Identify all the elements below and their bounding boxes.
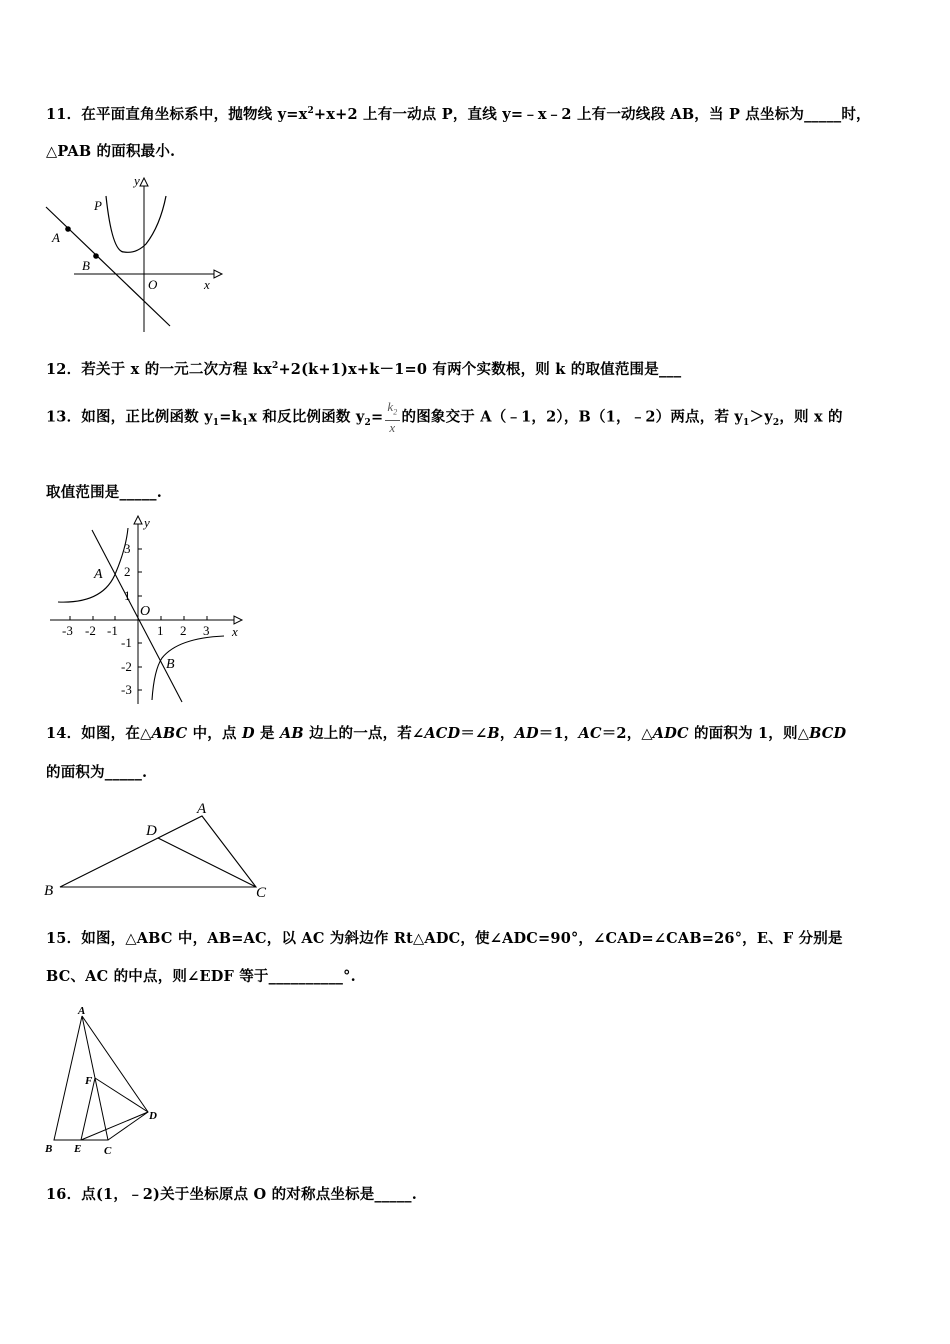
- x-tick-label: 2: [180, 623, 187, 638]
- q11-line2: △PAB 的面积最小.: [46, 143, 176, 160]
- parabola: [106, 196, 166, 252]
- label-o: O: [148, 277, 158, 292]
- y-axis-arrow: [134, 516, 142, 524]
- label-b: B: [166, 657, 175, 672]
- figure-13: [44, 512, 244, 708]
- triangle-abc: [60, 816, 256, 887]
- q13-line2: 取值范围是_____.: [46, 484, 162, 501]
- y-tick-label: -3: [121, 682, 132, 697]
- label-e: E: [74, 1143, 82, 1155]
- figure-15: [42, 1002, 172, 1162]
- q14-line2: 的面积为_____.: [46, 764, 148, 781]
- label-a: A: [78, 1005, 86, 1017]
- line-y1: [92, 530, 182, 702]
- x-tick-label: 1: [157, 623, 164, 638]
- label-a: A: [197, 801, 207, 817]
- label-b: B: [82, 258, 90, 273]
- label-d: D: [149, 1110, 157, 1122]
- label-x: x: [232, 624, 238, 639]
- label-o: O: [140, 604, 151, 619]
- q13-line1: 13．如图，正比例函数 $y_1=k_1x$ 和反比例函数 $y_2=$ $\frac{k_2}{x}$ 的图象交于 A（﹣1，2），B（1，﹣2）两点，若 $y_1>y_2$，则 x 的: [46, 399, 843, 435]
- q16-line1: 16．点(1，﹣2)关于坐标原点 O 的对称点坐标是_____.: [46, 1186, 418, 1203]
- segment-dc: [158, 838, 256, 887]
- y-tick-label: 3: [124, 541, 131, 556]
- label-p: P: [94, 198, 102, 213]
- hyperbola-branch-right: [152, 636, 224, 700]
- label-b: B: [45, 1143, 53, 1155]
- y-tick-label: -2: [121, 659, 132, 674]
- x-tick-label: -2: [85, 623, 96, 638]
- fraction-k2-over-x: $\frac{k_2}{x}$: [387, 399, 398, 435]
- y-tick-label: -1: [121, 635, 132, 650]
- figure-14: [44, 797, 280, 903]
- line-ab: [46, 207, 170, 326]
- x-axis-arrow: [234, 616, 242, 624]
- label-d: D: [146, 823, 157, 839]
- x-tick-label: -3: [62, 623, 73, 638]
- segment-fd: [95, 1078, 148, 1112]
- label-b: B: [44, 883, 54, 899]
- segment-fe: [81, 1078, 95, 1140]
- triangle-abc: [54, 1016, 108, 1140]
- label-a: A: [94, 567, 103, 582]
- q11-line1: 11．在平面直角坐标系中，抛物线 $y=x^2+x+2$ 上有一动点 P，直线 y=﹣x﹣2 上有一动线段 AB，当 P 点坐标为_____时，: [46, 106, 871, 123]
- y-tick-label: 2: [124, 564, 131, 579]
- x-tick-label: 3: [203, 623, 210, 638]
- q12-line1: 12．若关于 x 的一元二次方程 $kx^2+2(k+1)x+k-1=0$ 有两个实数根，则 k 的取值范围是___: [46, 361, 682, 378]
- y-tick-label: 1: [124, 588, 131, 603]
- q15-line2: BC、AC 的中点，则∠EDF 等于__________°.: [46, 968, 356, 985]
- label-c: C: [104, 1145, 112, 1157]
- label-x: x: [204, 277, 210, 292]
- label-a: A: [52, 230, 60, 245]
- point-b: [93, 253, 99, 259]
- y-axis-arrow: [140, 178, 148, 186]
- hyperbola-branch-left: [58, 528, 128, 602]
- label-y: y: [134, 173, 140, 188]
- x-axis-arrow: [214, 270, 222, 278]
- label-f: F: [85, 1075, 93, 1087]
- q14-line1: 14．如图，在△ABC 中，点 D 是 AB 边上的一点，若∠ACD＝∠B，AD＝1，AC＝2，△ADC 的面积为 1，则△BCD: [46, 725, 847, 742]
- point-a: [65, 226, 71, 232]
- q15-line1: 15．如图，△ABC 中，AB=AC，以 AC 为斜边作 Rt△ADC，使∠ADC=90°，∠CAD=∠CAB=26°，E、F 分别是: [46, 930, 843, 947]
- figure-11: [44, 172, 224, 337]
- label-y: y: [144, 515, 150, 530]
- x-tick-label: -1: [107, 623, 118, 638]
- label-c: C: [256, 885, 267, 901]
